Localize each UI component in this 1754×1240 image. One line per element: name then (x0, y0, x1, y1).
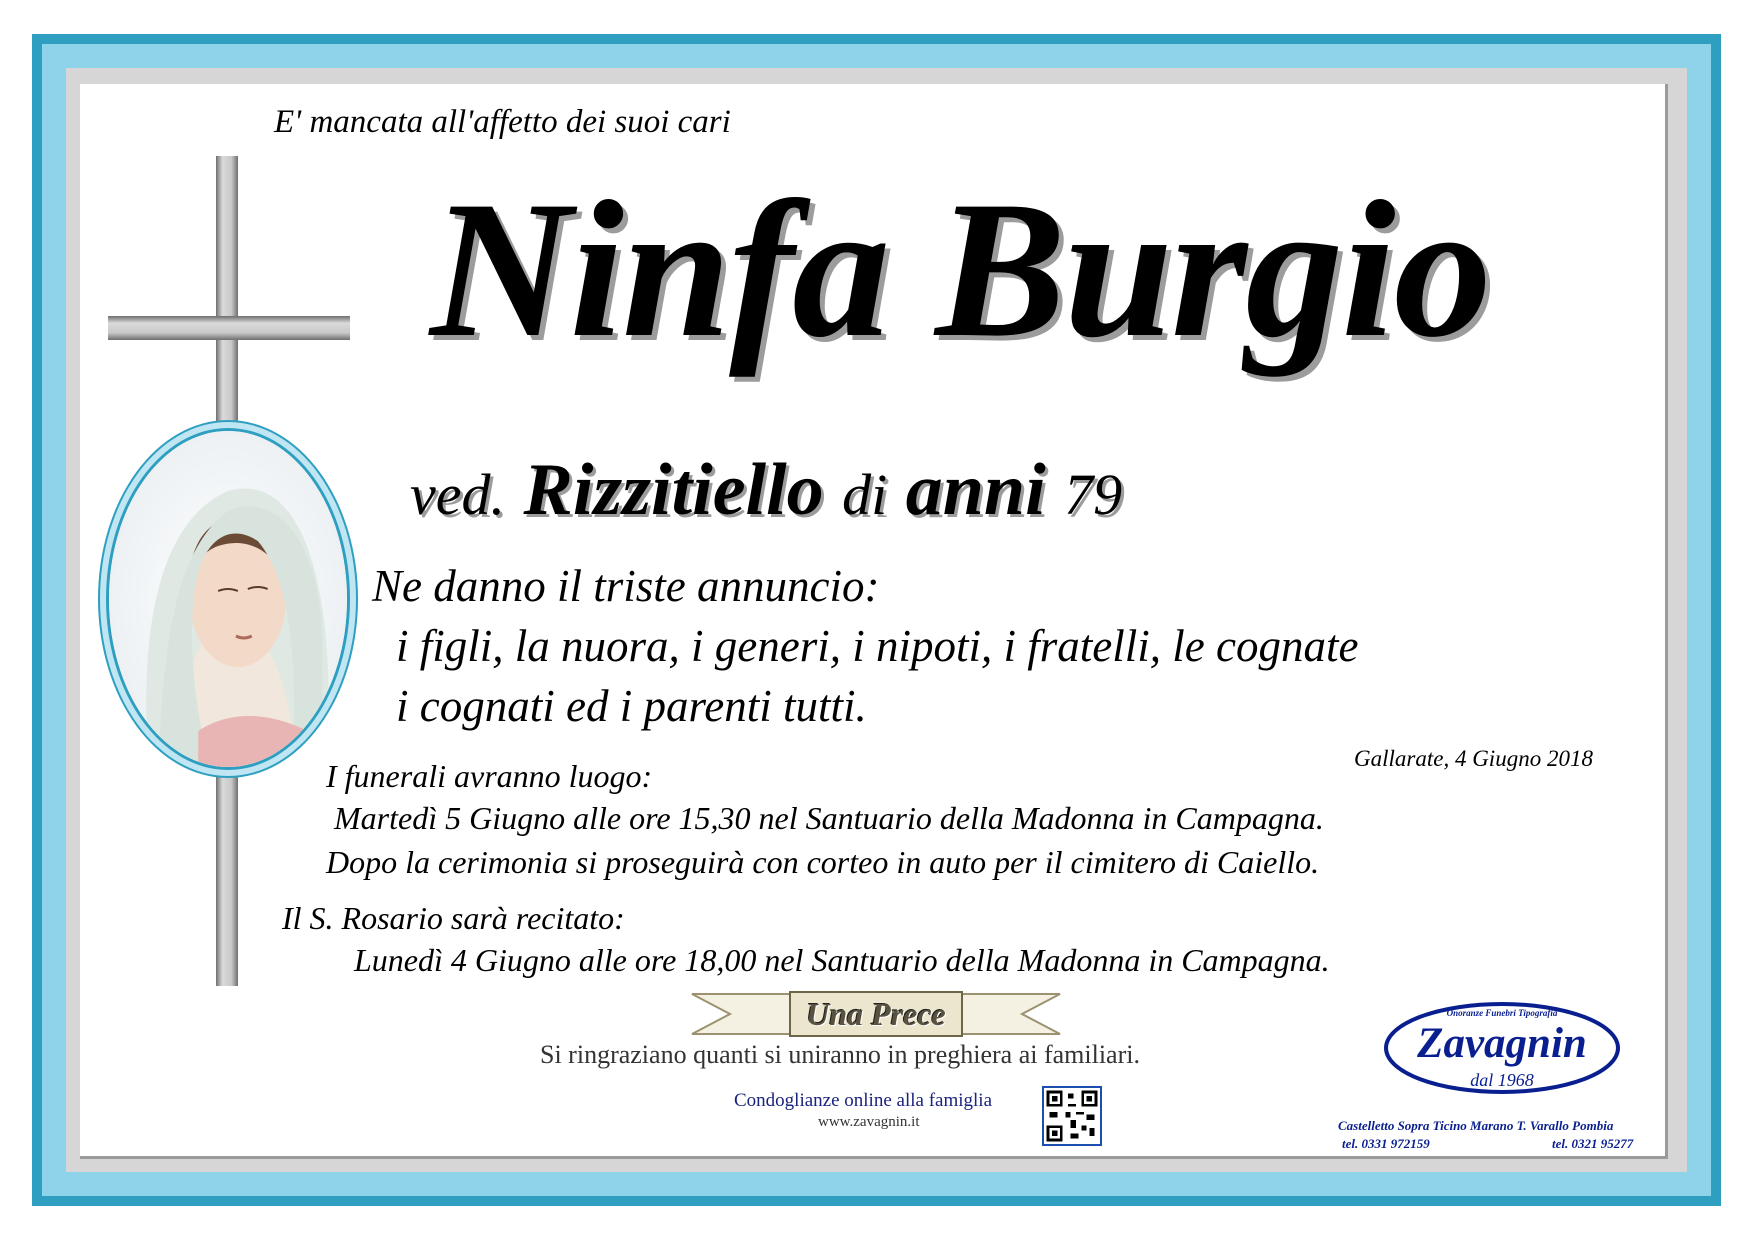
age-value: 79 (1064, 462, 1123, 527)
contact-phone: tel. 0331 972159 (1342, 1136, 1430, 1151)
anni-label: anni (905, 449, 1046, 531)
website-url[interactable]: www.zavagnin.it (818, 1114, 920, 1130)
thanks-text: Si ringraziano quanti si uniranno in preghiera ai familiari. (540, 1040, 1140, 1069)
married-surname: Rizzitiello (523, 449, 824, 531)
announcement-line: i cognati ed i parenti tutti. (396, 681, 867, 731)
announcement-heading: Ne danno il triste annuncio: (372, 561, 880, 611)
announcement-line: i figli, la nuora, i generi, i nipoti, i fratelli, le cognate (396, 621, 1359, 671)
funeral-line: Martedì 5 Giugno alle ore 15,30 nel Santuario della Madonna in Campagna. (334, 800, 1324, 836)
di-label: di (842, 462, 888, 527)
zavagnin-logo (1382, 1000, 1622, 1096)
rosary-heading: Il S. Rosario sarà recitato: (282, 900, 625, 936)
funeral-line: Dopo la cerimonia si proseguirà con corteo in auto per il cimitero di Caiello. (326, 844, 1320, 880)
logo-top-text: Onoranze Funebri Tipografia (1446, 1008, 1558, 1018)
contact-phone: tel. 0321 95277 (1552, 1136, 1634, 1151)
funeral-heading: I funerali avranno luogo: (326, 758, 653, 794)
logo-since: dal 1968 (1470, 1070, 1534, 1090)
place-date: Gallarate, 4 Giugno 2018 (1354, 746, 1593, 771)
intro-text: E' mancata all'affetto dei suoi cari (274, 104, 731, 140)
deceased-name: Ninfa Burgio (430, 161, 1490, 378)
ribbon-banner (690, 990, 1062, 1038)
rosary-line: Lunedì 4 Giugno alle ore 18,00 nel Santuario della Madonna in Campagna. (354, 942, 1330, 978)
ved-label: ved. (410, 462, 505, 527)
qr-code-icon[interactable] (1042, 1086, 1102, 1146)
online-condolences-label: Condoglianze online alla famiglia (734, 1090, 993, 1111)
prayer-label: Una Prece (806, 996, 946, 1032)
deceased-details (410, 448, 1122, 533)
contact-locations: Castelletto Sopra Ticino Marano T. Varallo Pombia (1338, 1118, 1614, 1133)
madonna-portrait (106, 428, 350, 770)
logo-name: Zavagnin (1417, 1020, 1587, 1067)
